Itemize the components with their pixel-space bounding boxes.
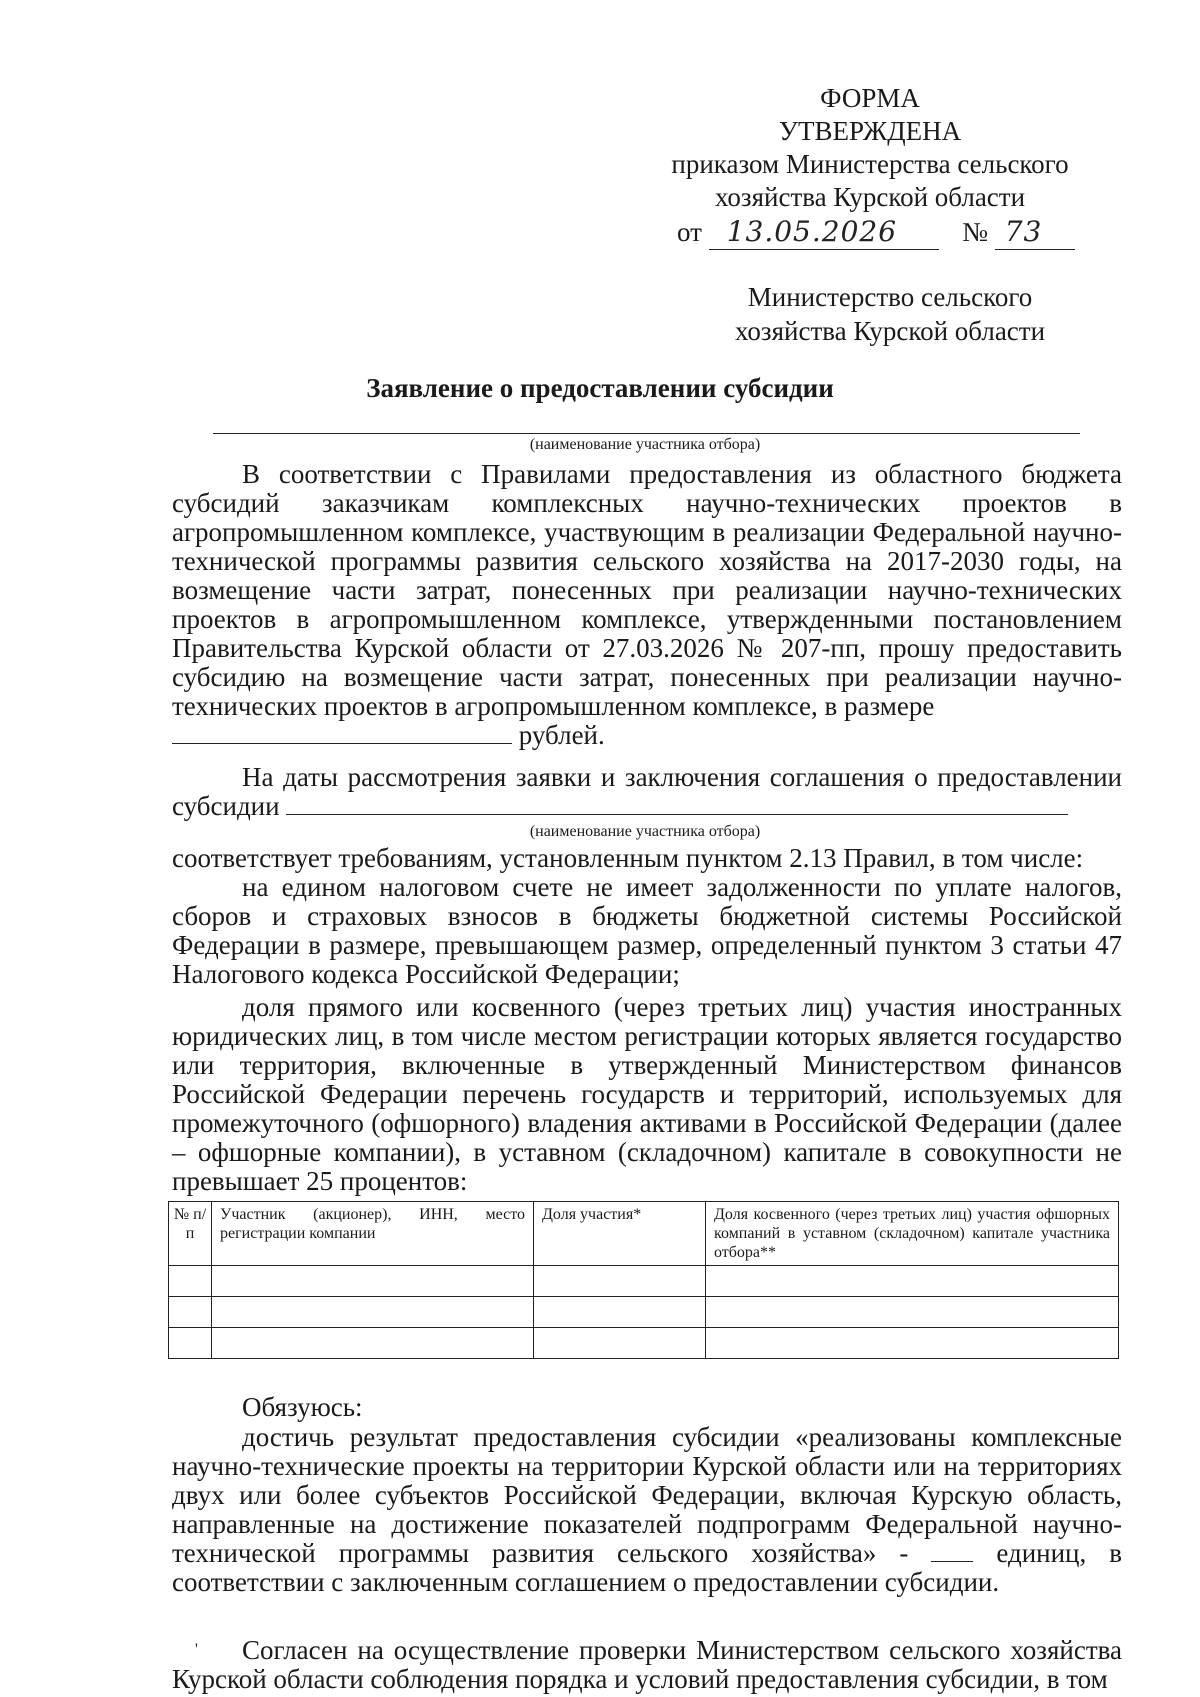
addressee-line-1: Министерство сельского (747, 282, 1033, 312)
table-cell[interactable] (534, 1266, 706, 1297)
paragraph-obligation (172, 1423, 1122, 1597)
paragraph-tax: на едином налоговом счете не имеет задолженности по уплате налогов, сборов и страховых взносов в бюджеты бюджетной системы Российской Федерации в размере, превышающем размер, определенный пунктом 3 статьи 47 Налогового кодекса Российской Федерации; (172, 872, 1122, 989)
handwritten-date: 13.05.2026 (726, 215, 898, 248)
table-header-row (169, 1202, 1119, 1266)
paragraph-compliance (172, 763, 1122, 821)
table-cell[interactable] (706, 1266, 1119, 1297)
amount-field[interactable] (172, 725, 512, 744)
addressee (700, 280, 1080, 348)
table-cell[interactable] (212, 1328, 534, 1359)
document-title: Заявление о предоставлении субсидии (366, 373, 834, 403)
number-field[interactable] (995, 215, 1075, 250)
units-field[interactable] (931, 1543, 973, 1562)
header-share: Доля участия* (534, 1202, 706, 1266)
header-participant: Участник (акционер), ИНН, место регистрации компании (212, 1202, 534, 1266)
table-row (169, 1297, 1119, 1328)
table-cell[interactable] (169, 1328, 212, 1359)
paragraph-consent: Согласен на осуществление проверки Министерством сельского хозяйства Курской области соблюдения порядка и условий предоставления субсидии, в том (172, 1635, 1122, 1694)
paragraph-offshore: доля прямого или косвенного (через третьих лиц) участия иностранных юридических лиц, в том числе местом регистрации которых является государство или территория, включенные в утвержденный Министерством финансов Российской Федерации перечень государств и территорий, используемых для промежуточного (офшорного) владения активами в Российской Федерации (далее – офшорные компании), в уставном (складочном) капитале в совокупности не превышает 25 процентов: (172, 992, 1122, 1196)
paragraph-requirements: соответствует требованиям, установленным пунктом 2.13 Правил, в том числе: (172, 843, 1084, 873)
participant-name-caption-2: (наименование участника отбора) (529, 823, 761, 840)
date-prefix: от (677, 217, 702, 247)
header-number: № п/п (169, 1202, 212, 1266)
date-field[interactable] (709, 215, 939, 250)
paragraph-request (172, 460, 1122, 750)
order-date-line (677, 215, 1075, 250)
table-cell[interactable] (212, 1266, 534, 1297)
amount-unit: рублей. (518, 720, 605, 750)
table-cell[interactable] (169, 1266, 212, 1297)
paragraph-obligation-heading: Обязуюсь: (242, 1392, 363, 1422)
header-offshore-share: Доля косвенного (через третьих лиц) участия офшорных компаний в уставном (складочном) капитале участника отбора** (706, 1202, 1119, 1266)
table-cell[interactable] (212, 1297, 534, 1328)
order-line-2: хозяйства Курской области (714, 182, 1026, 212)
table-cell[interactable] (706, 1297, 1119, 1328)
margin-mark: ' (195, 1641, 198, 1658)
table-cell[interactable] (169, 1297, 212, 1328)
obligation-tail: единиц, в соответствии с заключенным соглашением о предоставлении субсидии. (172, 1538, 1122, 1597)
addressee-line-2: хозяйства Курской области (734, 316, 1046, 346)
table-row (169, 1266, 1119, 1297)
compliance-text: На даты рассмотрения заявки и заключения соглашения о предоставлении субсидии (172, 762, 1122, 821)
obligation-text: достичь результат предоставления субсидии «реализованы комплексные научно-технические проекты на территории Курской области или на территориях двух или более субъектов Российской Федерации, включая Курскую область, направленные на достижение показателей подпрограмм Федеральной научно-технической программы развития сельского хозяйства» - (172, 1422, 1122, 1568)
participant-name-field[interactable] (213, 433, 1080, 434)
participant-name-field-2[interactable] (286, 796, 1068, 815)
approved-label: УТВЕРЖДЕНА (778, 116, 962, 146)
form-label: ФОРМА (820, 83, 920, 113)
table-cell[interactable] (534, 1297, 706, 1328)
order-line: приказом Министерства сельского (671, 149, 1069, 179)
handwritten-number: 73 (1004, 215, 1043, 248)
table-cell[interactable] (706, 1328, 1119, 1359)
table-cell[interactable] (534, 1328, 706, 1359)
participant-name-caption: (наименование участника отбора) (529, 436, 761, 453)
approval-stamp (640, 82, 1100, 214)
table-row (169, 1328, 1119, 1359)
request-text: В соответствии с Правилами предоставления из областного бюджета субсидий заказчикам комплексных научно-технических проектов в агропромышленном комплексе, участвующим в реализации Федеральной научно-технической программы развития сельского хозяйства на 2017-2030 годы, на возмещение части затрат, понесенных при реализации научно-технических проектов в агропромышленном комплексе, утвержденными постановлением Правительства Курской области от 27.03.2026 № 207-пп, прошу предоставить субсидию на возмещение части затрат, понесенных при реализации научно-технических проектов в агропромышленном комплексе, в размере (172, 459, 1122, 721)
shareholders-table (168, 1201, 1119, 1359)
number-prefix: № (962, 217, 988, 247)
